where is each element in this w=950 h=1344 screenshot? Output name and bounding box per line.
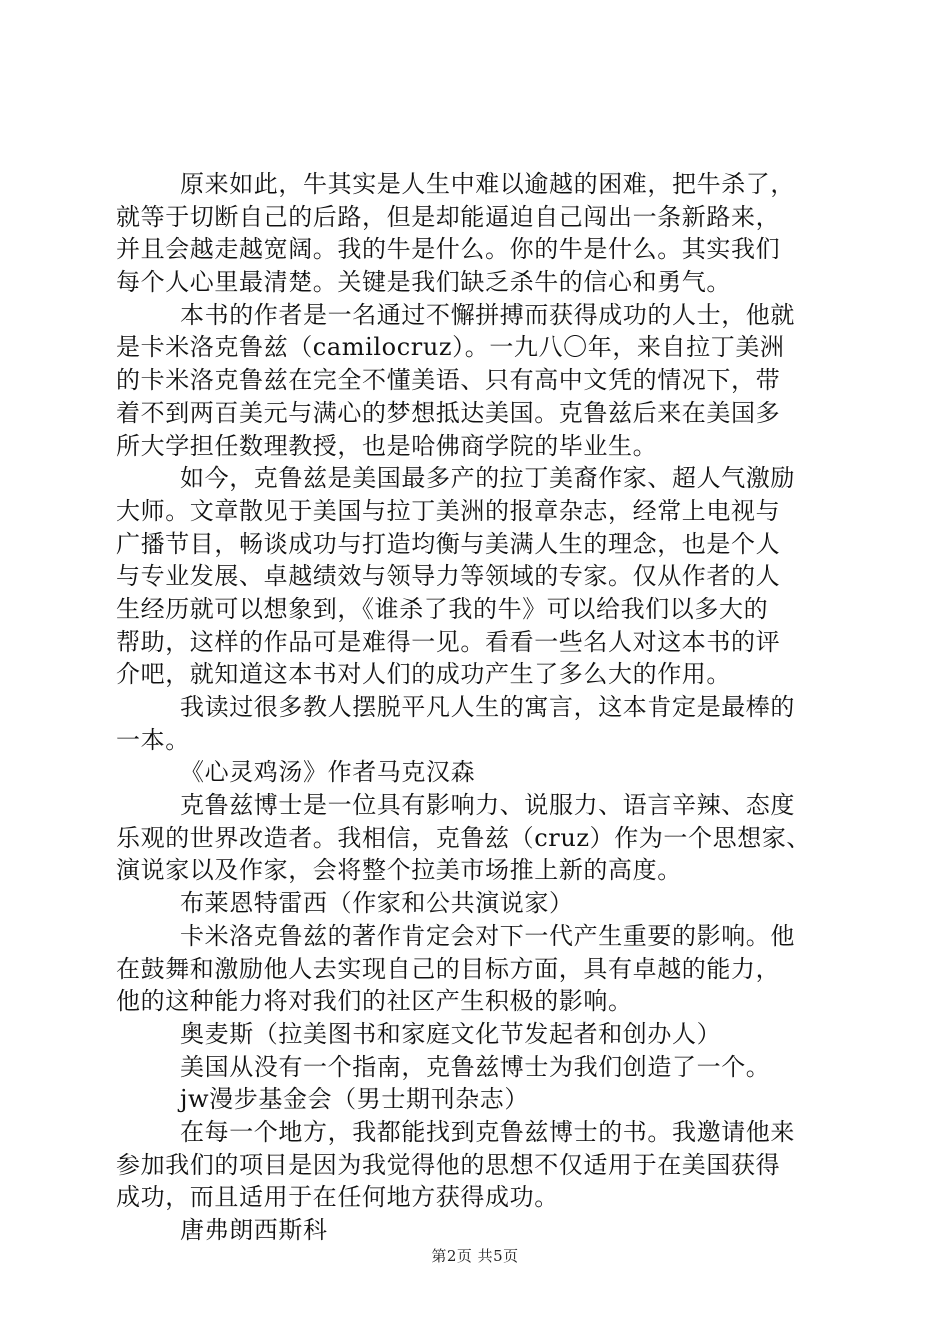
text-line: 我读过很多教人摆脱平凡人生的寓言，这本肯定是最棒的 <box>180 693 795 721</box>
text-line: 一本。 <box>116 725 190 754</box>
text-line: 广播节目，畅谈成功与打造均衡与美满人生的理念，也是个人 <box>116 529 781 558</box>
text-line: 如今，克鲁兹是美国最多产的拉丁美裔作家、超人气激励 <box>180 464 795 493</box>
text-line: 他的这种能力将对我们的社区产生积极的影响。 <box>116 987 633 1016</box>
text-line: 演说家以及作家，会将整个拉美市场推上新的高度。 <box>116 856 682 885</box>
text-line: 的卡米洛克鲁兹在完全不懂美语、只有高中文凭的情况下，带 <box>116 366 781 395</box>
text-line: 布莱恩特雷西（作家和公共演说家） <box>180 889 574 918</box>
text-line: 奥麦斯（拉美图书和家庭文化节发起者和创办人） <box>180 1019 722 1048</box>
text-line: jw漫步基金会（男士期刊杂志） <box>180 1085 529 1114</box>
text-line: 乐观的世界改造者。我相信，克鲁兹（cruz）作为一个思想家、 <box>116 823 812 852</box>
text-line: 卡米洛克鲁兹的著作肯定会对下一代产生重要的影响。他 <box>180 921 795 950</box>
text-line: 与专业发展、卓越绩效与领导力等领域的专家。仅从作者的人 <box>116 562 781 591</box>
text-line: 在每一个地方，我都能找到克鲁兹博士的书。我邀请他来 <box>180 1117 795 1146</box>
text-line: 成功，而且适用于在任何地方获得成功。 <box>116 1183 559 1212</box>
text-line: 帮助，这样的作品可是难得一见。看看一些名人对这本书的评 <box>116 627 781 656</box>
text-line: 生经历就可以想象到，《谁杀了我的牛》可以给我们以多大的 <box>116 594 769 623</box>
text-line: 美国从没有一个指南，克鲁兹博士为我们创造了一个。 <box>180 1052 771 1081</box>
text-line: 大师。文章散见于美国与拉丁美洲的报章杂志，经常上电视与 <box>116 496 781 525</box>
page-number-label: 第2页 共5页 <box>431 1247 519 1265</box>
text-line: 是卡米洛克鲁兹（camilocruz）。一九八〇年，来自拉丁美洲 <box>116 333 785 362</box>
text-line: 所大学担任数理教授，也是哈佛商学院的毕业生。 <box>116 431 658 460</box>
text-line: 介吧，就知道这本书对人们的成功产生了多么大的作用。 <box>116 660 731 689</box>
text-line: 参加我们的项目是因为我觉得他的思想不仅适用于在美国获得 <box>116 1150 781 1179</box>
text-line: 《心灵鸡汤》作者马克汉森 <box>180 758 476 787</box>
text-line: 就等于切断自己的后路，但是却能逼迫自己闯出一条新路来， <box>116 202 781 231</box>
text-line: 在鼓舞和激励他人去实现自己的目标方面，具有卓越的能力， <box>116 954 781 983</box>
text-line: 并且会越走越宽阔。我的牛是什么。你的牛是什么。其实我们 <box>116 235 781 264</box>
text-line: 唐弗朗西斯科 <box>180 1216 328 1244</box>
text-line: 本书的作者是一名通过不懈拼搏而获得成功的人士，他就 <box>180 300 795 329</box>
text-line: 着不到两百美元与满心的梦想抵达美国。克鲁兹后来在美国多 <box>116 398 781 427</box>
text-line: 克鲁兹博士是一位具有影响力、说服力、语言辛辣、态度 <box>180 791 795 820</box>
document-body <box>116 168 836 1247</box>
text-line: 每个人心里最清楚。关键是我们缺乏杀牛的信心和勇气。 <box>116 268 731 297</box>
page-footer <box>0 1245 950 1266</box>
text-line: 原来如此，牛其实是人生中难以逾越的困难，把牛杀了， <box>180 170 795 198</box>
